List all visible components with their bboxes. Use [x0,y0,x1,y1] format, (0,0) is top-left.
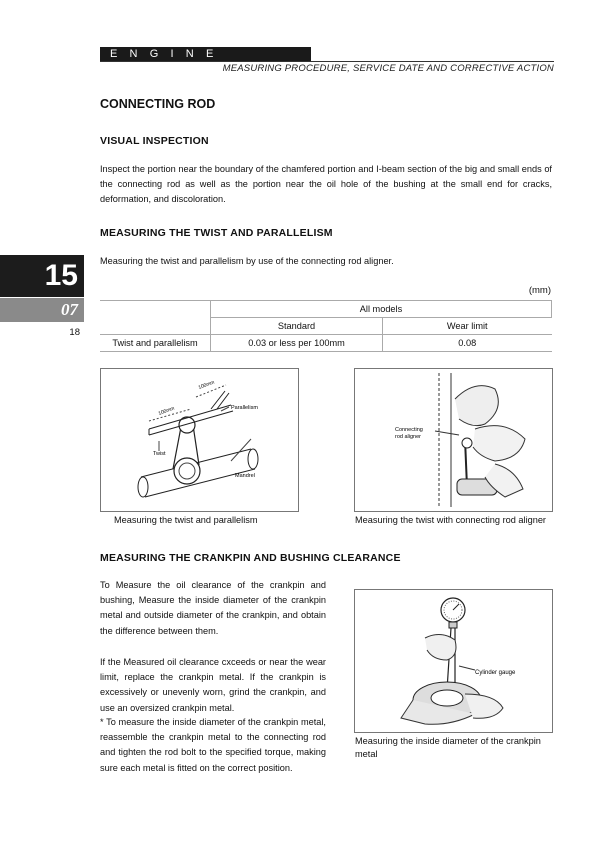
fig1-parallelism-label: Parallelism [231,405,258,411]
spec-table [100,300,552,352]
figure1-caption: Measuring the twist and parallelism [114,515,258,525]
fig1-dim1-label: 100mm [157,405,176,417]
crankpin-paragraph-2: If the Measured oil clearance cxceeds or near the wear limit, replace the crankpin metal. If the crankpin is excessively or unevenly worn, grind the crankpin, and use an oversized crankpin metal. [100,657,326,713]
gauge-figure [354,589,553,733]
table-wear-value: 0.08 [383,335,552,352]
crankpin-heading: MEASURING THE CRANKPIN AND BUSHING CLEARANCE [100,552,401,564]
fig1-mandrel-label: Mandrel [235,473,255,479]
table-group-header: All models [211,301,552,318]
section-tab: E N G I N E [100,47,311,61]
fig2-aligner-label-2: rod aligner [395,434,421,440]
fig2-aligner-label-1: Connecting [395,427,423,433]
header-rule [100,61,554,62]
table-col-wear: Wear limit [383,318,552,335]
twist-text: Measuring the twist and parallelism by use of the connecting rod aligner. [100,256,394,266]
fig1-twist-label: Twist [153,451,166,457]
fig3-gauge-label: Cylinder gauge [475,670,516,676]
table-standard-value: 0.03 or less per 100mm [211,335,383,352]
page-number: 18 [69,327,80,338]
fig1-dim2-label: 100mm [197,379,216,391]
table-row-label: Twist and parallelism [100,335,211,352]
figure3-caption: Measuring the inside diameter of the crankpin metal [355,736,541,759]
crankpin-paragraph-3: * To measure the inside diameter of the crankpin metal, reassemble the crankpin metal to the connecting rod and tighten the rod bolt to the specified torque, making sure each metal is fitted on the correct position. [100,717,326,773]
section-number: 07 [61,300,78,319]
crankpin-paragraph-1: To Measure the oil clearance of the crankpin and bushing, Measure the inside diameter of the crankpin metal and outside diameter of the crankpin, and obtain the difference between them. [100,580,326,636]
table-empty-cell [100,301,211,335]
twist-figure [100,368,299,512]
visual-inspection-heading: VISUAL INSPECTION [100,135,209,147]
table-col-standard: Standard [211,318,383,335]
chapter-number: 15 [44,259,78,292]
visual-inspection-text: Inspect the portion near the boundary of the chamfered portion and I-beam section of the big and small ends of the connecting rod as well as the portion near the oil hole of the bushing at the small end for cracks, deformation, and discoloration. [100,164,552,205]
unit-label: (mm) [528,285,551,296]
page-title: CONNECTING ROD [100,97,216,111]
twist-heading: MEASURING THE TWIST AND PARALLELISM [100,227,333,239]
figure2-caption: Measuring the twist with connecting rod aligner [355,515,546,525]
aligner-figure [354,368,553,512]
header-subtitle: MEASURING PROCEDURE, SERVICE DATE AND CORRECTIVE ACTION [222,63,554,74]
